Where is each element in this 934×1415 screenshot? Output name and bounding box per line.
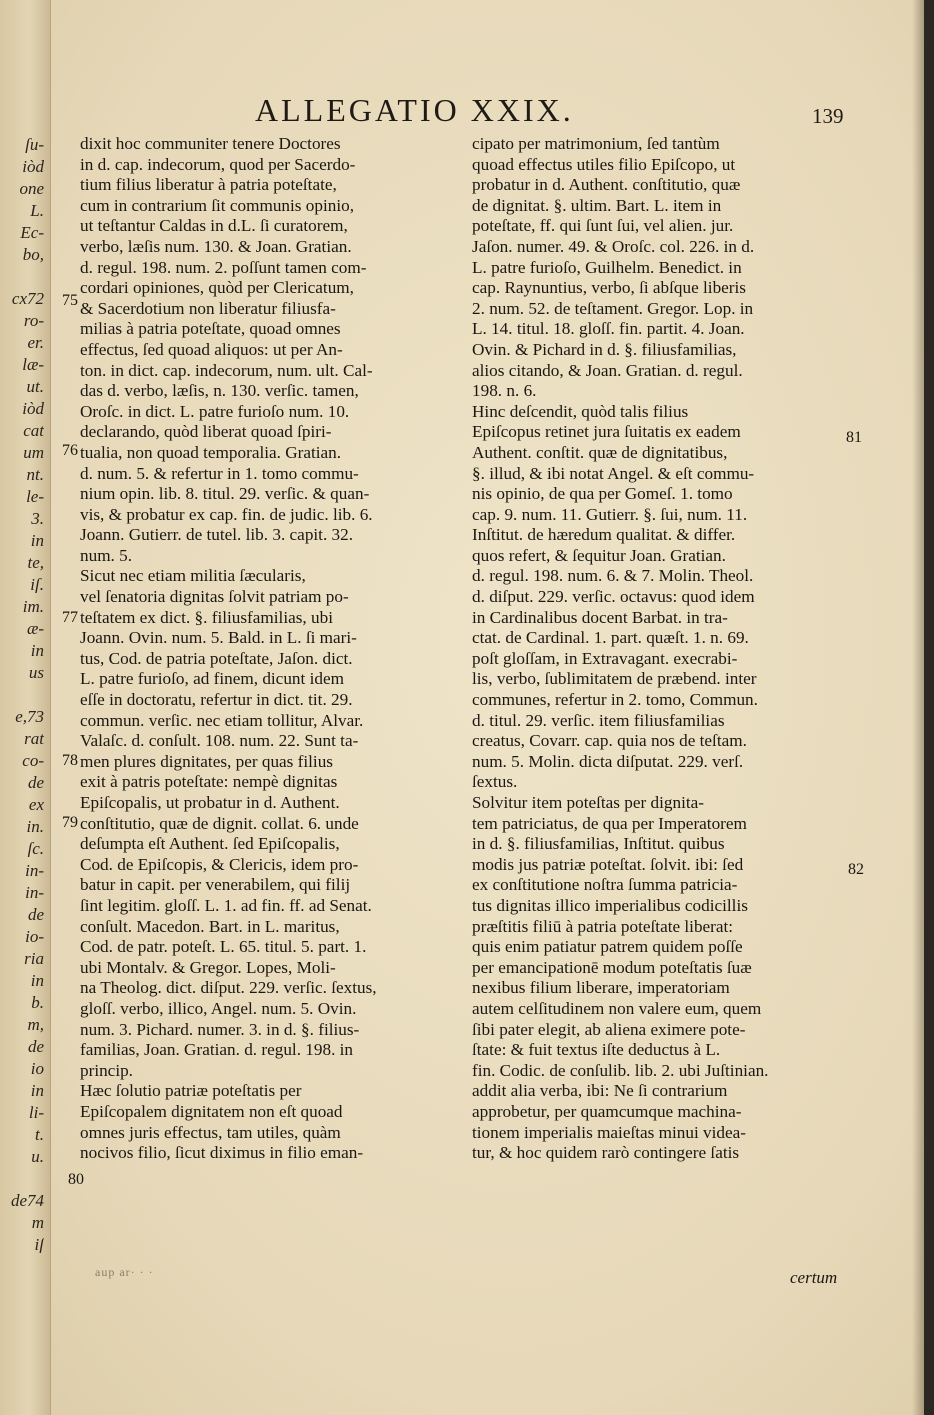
gutter-fragment: li- <box>28 1104 44 1121</box>
text-line: quos refert, & ſequitur Joan. Gratian. <box>472 545 726 565</box>
text-line: Joann. Gutierr. de tutel. lib. 3. capit. 32. <box>80 525 354 545</box>
text-line: in d. cap. indecorum, quod per Sacerdo- <box>80 154 356 174</box>
text-line: fin. Codic. de conſulib. lib. 2. ubi Juſtinian. <box>472 1060 769 1080</box>
text-line: num. 5. Molin. dicta diſputat. 229. verſ. <box>472 751 744 771</box>
gutter-fragment: iòd <box>22 158 44 175</box>
text-line: ctat. de Cardinal. 1. part. quæſt. 1. n. 69. <box>472 628 749 648</box>
gutter-fragment: nt. <box>26 466 44 483</box>
gutter-fragment: m, <box>27 1016 44 1033</box>
gutter-fragment: us <box>28 664 44 681</box>
text-line: per emancipationē modum poteſtatis ſuæ <box>472 957 752 977</box>
text-line: batur in capit. per venerabilem, qui filij <box>80 875 351 895</box>
text-line: approbetur, per quamcumque machina- <box>472 1101 742 1121</box>
text-line: exit à patris poteſtate: nempè dignitas <box>80 772 338 792</box>
paragraph-number-80: 80 <box>68 1171 84 1188</box>
gutter-fragment: in <box>30 532 44 549</box>
text-line: 198. n. 6. <box>472 381 537 401</box>
gutter-fragment: 3. <box>31 510 44 527</box>
page-edge-shadow <box>912 0 924 1415</box>
text-line: d. num. 5. & refertur in 1. tomo commu- <box>80 463 359 483</box>
text-line: ex conſtitutione noſtra ſumma patricia- <box>472 875 738 895</box>
gutter-fragment: de <box>27 774 44 791</box>
text-line: §. illud, & ibi notat Angel. & eſt commu- <box>472 463 755 483</box>
text-line: milias à patria poteſtate, quoad omnes <box>80 319 341 339</box>
text-line: d. diſput. 229. verſic. octavus: quod idem <box>472 587 755 607</box>
text-line: creatus, Covarr. cap. quia nos de teſtam. <box>472 731 747 751</box>
text-line: modis jus patriæ poteſtat. ſolvit. ibi: ſed <box>472 854 744 874</box>
text-line: Solvitur item poteſtas per dignita- <box>472 793 704 812</box>
paragraph-number-78: 78 <box>62 752 78 769</box>
text-line: cipato per matrimonium, ſed tantùm <box>472 134 720 153</box>
text-line: ſibi pater elegit, ab aliena eximere pote- <box>472 1019 746 1039</box>
gutter-fragment: iſ. <box>30 576 44 593</box>
text-line: declarando, quòd liberat quoad ſpiri- <box>80 422 332 442</box>
text-line: commun. verſic. nec etiam tollitur, Alvar. <box>80 710 364 730</box>
gutter-fragment: ex <box>28 796 44 813</box>
gutter-fragment: co- <box>22 752 44 769</box>
gutter-fragment: io <box>30 1060 44 1077</box>
gutter-fragment: t. <box>35 1126 44 1143</box>
left-text-column <box>80 134 460 1164</box>
text-line: Oroſc. in dict. L. patre furioſo num. 10. <box>80 401 350 421</box>
text-line: Epiſcopalis, ut probatur in d. Authent. <box>80 793 340 812</box>
text-line: quoad effectus utiles filio Epiſcopo, ut <box>472 154 736 174</box>
gutter-fragment: in- <box>25 862 44 879</box>
text-line: num. 3. Pichard. numer. 3. in d. §. filius- <box>80 1019 360 1039</box>
gutter-fragment: de <box>27 906 44 923</box>
paragraph-number-82: 82 <box>848 861 864 878</box>
text-line: L. 14. titul. 18. gloſſ. fin. partit. 4. Joan. <box>472 319 745 339</box>
right-text-column <box>472 134 852 1164</box>
text-line: d. regul. 198. num. 6. & 7. Molin. Theol. <box>472 566 754 586</box>
running-header: ALLEGATIO XXIX. <box>255 92 574 128</box>
gutter-fragment: cat <box>23 422 44 439</box>
text-line: cap. Raynuntius, verbo, ſi abſque liberis <box>472 278 746 298</box>
gutter-fragment: ſu- <box>25 136 44 153</box>
text-line: Inſtitut. de hæredum qualitat. & differ. <box>472 525 736 545</box>
gutter-fragment: iſ <box>34 1236 44 1253</box>
text-line: ton. in dict. cap. indecorum, num. ult. Cal- <box>80 360 373 380</box>
text-line: tualia, non quoad temporalia. Gratian. <box>80 442 342 462</box>
text-line: ſtate: & fuit textus iſte deductus à L. <box>472 1040 721 1060</box>
text-line: d. titul. 29. verſic. item filiusfamilias <box>472 710 725 730</box>
gutter-fragment: in <box>30 972 44 989</box>
gutter-fragment: læ- <box>22 356 44 373</box>
gutter-fragment: le- <box>26 488 44 505</box>
text-line: conſult. Macedon. Bart. in L. maritus, <box>80 916 340 936</box>
text-line: num. 5. <box>80 545 133 565</box>
text-line: & Sacerdotium non liberatur filiusfa- <box>80 298 336 318</box>
text-line: nexibus filium liberare, imperatoriam <box>472 978 730 998</box>
gutter-fragment: um <box>23 444 44 461</box>
text-line: tur, & hoc quidem rarò contingere ſatis <box>472 1143 740 1163</box>
text-line: tium filius liberatur à patria poteſtate, <box>80 175 337 195</box>
text-line: in Cardinalibus docent Barbat. in tra- <box>472 607 728 627</box>
text-line: verbo, læſis num. 130. & Joan. Gratian. <box>80 236 352 256</box>
text-line: effectus, ſed quoad aliquos: ut per An- <box>80 339 343 359</box>
text-line: eſſe in doctoratu, refertur in dict. tit. 29. <box>80 690 353 710</box>
text-line: ſextus. <box>472 772 518 792</box>
gutter-fragment: in <box>30 1082 44 1099</box>
gutter-fragment: in- <box>25 884 44 901</box>
text-line: Hinc deſcendit, quòd talis filius <box>472 401 689 421</box>
gutter-fragment: io- <box>25 928 44 945</box>
gutter-fragment: cx72 <box>11 290 44 307</box>
text-line: vis, & probatur ex cap. fin. de judic. lib. 6. <box>80 504 373 524</box>
text-line: probatur in d. Authent. conſtitutio, quæ <box>472 175 741 195</box>
gutter-fragment: e,73 <box>15 708 44 725</box>
text-line: gloſſ. verbo, illico, Angel. num. 5. Ovin. <box>80 998 357 1018</box>
text-line: communes, refertur in 2. tomo, Commun. <box>472 690 758 710</box>
text-line: Ovin. & Pichard in d. §. filiusfamilias, <box>472 339 737 359</box>
text-line: deſumpta eſt Authent. ſed Epiſcopalis, <box>80 834 340 854</box>
text-line: 2. num. 52. de teſtament. Gregor. Lop. in <box>472 298 754 318</box>
text-line: alios citando, & Joan. Gratian. d. regul. <box>472 360 743 380</box>
text-line: Cod. de Epiſcopis, & Clericis, idem pro- <box>80 854 359 874</box>
text-line: L. patre furioſo, ad finem, dicunt idem <box>80 669 344 689</box>
text-line: Epiſcopalem dignitatem non eſt quoad <box>80 1101 343 1121</box>
gutter-fragment: ut. <box>26 378 44 395</box>
text-line: tem patriciatus, de qua per Imperatorem <box>472 813 747 833</box>
text-line: nocivos filio, ſicut diximus in filio eman- <box>80 1143 364 1163</box>
text-line: Joann. Ovin. num. 5. Bald. in L. ſi mari- <box>80 628 357 648</box>
text-line: præſtitis filiū à patria poteſtate liberat: <box>472 916 734 936</box>
text-line: tus, Cod. de patria poteſtate, Jaſon. dict. <box>80 648 353 668</box>
gutter-fragment: iòd <box>22 400 44 417</box>
text-line: princip. <box>80 1060 133 1080</box>
paragraph-number-76: 76 <box>62 442 78 459</box>
gutter-fragment: rat <box>24 730 44 747</box>
text-line: de dignitat. §. ultim. Bart. L. item in <box>472 195 722 215</box>
bleed-through-text: aup ar· · · <box>95 1265 154 1279</box>
text-line: ut teſtantur Caldas in d.L. ſi curatorem, <box>80 216 348 236</box>
text-line: L. patre furioſo, Guilhelm. Benedict. in <box>472 257 742 277</box>
text-line: poteſtate, ff. qui ſunt ſui, vel alien. jur. <box>472 216 734 236</box>
gutter-fragment: te, <box>27 554 44 571</box>
text-line: dixit hoc communiter tenere Doctores <box>80 134 341 153</box>
text-line: ſint legitim. gloſſ. L. 1. ad fin. ff. ad Senat. <box>80 895 372 915</box>
text-line: Authent. conſtit. quæ de dignitatibus, <box>472 442 728 462</box>
text-line: Epiſcopus retinet jura ſuitatis ex eadem <box>472 422 741 442</box>
text-line: men plures dignitates, per quas filius <box>80 751 333 771</box>
text-line: Jaſon. numer. 49. & Oroſc. col. 226. in d. <box>472 236 755 256</box>
gutter-fragment: im. <box>22 598 44 615</box>
gutter-fragment: de <box>27 1038 44 1055</box>
text-line: d. regul. 198. num. 2. poſſunt tamen com- <box>80 257 367 277</box>
text-line: quis enim patiatur patrem quidem poſſe <box>472 937 743 957</box>
gutter-fragment: Ec- <box>20 224 44 241</box>
gutter-fragment: in <box>30 642 44 659</box>
text-line: cap. 9. num. 11. Gutierr. §. ſui, num. 11. <box>472 504 748 524</box>
text-line: Valaſc. d. conſult. 108. num. 22. Sunt ta- <box>80 731 359 751</box>
text-line: Sicut nec etiam militia ſæcularis, <box>80 566 306 586</box>
gutter-fragment: ſc. <box>27 840 44 857</box>
text-line: tus dignitas illico imperialibus codicillis <box>472 895 748 915</box>
text-line: lis, verbo, ſublimitatem de præbend. inter <box>472 669 757 689</box>
text-line: vel ſenatoria dignitas ſolvit patriam po- <box>80 587 349 607</box>
gutter-fragment: u. <box>31 1148 44 1165</box>
catchword: certum <box>790 1268 838 1287</box>
gutter-fragment: m <box>31 1214 44 1231</box>
gutter-fragment: æ- <box>27 620 44 637</box>
gutter-fragment: ro- <box>23 312 44 329</box>
gutter-fragment: ria <box>24 950 44 967</box>
text-line: addit alia verba, ibi: Ne ſi contrarium <box>472 1081 728 1101</box>
text-line: cum in contrarium ſit communis opinio, <box>80 195 355 215</box>
text-line: in d. §. filiusfamilias, Inſtitut. quibus <box>472 834 725 854</box>
text-line: das d. verbo, læſis, n. 130. verſic. tamen, <box>80 381 359 401</box>
text-line: poſt gloſſam, in Extravagant. execrabi- <box>472 648 738 668</box>
paragraph-number-79: 79 <box>62 814 78 831</box>
text-line: Cod. de patr. poteſt. L. 65. titul. 5. part. 1. <box>80 937 367 957</box>
gutter-fragment: de74 <box>10 1192 44 1209</box>
gutter-fragment: in. <box>26 818 44 835</box>
text-line: na Theolog. dict. diſput. 229. verſic. ſextus, <box>80 978 377 998</box>
page-number: 139 <box>812 104 844 128</box>
gutter-fragment: b. <box>31 994 44 1011</box>
text-line: conſtitutio, quæ de dignit. collat. 6. unde <box>80 813 359 833</box>
paragraph-number-77: 77 <box>62 609 78 626</box>
text-line: ubi Montalv. & Gregor. Lopes, Moli- <box>80 957 336 977</box>
text-line: cordari opiniones, quòd per Clericatum, <box>80 278 354 298</box>
gutter-fragment: bo, <box>22 246 44 263</box>
text-line: tionem imperialis maieſtas minui videa- <box>472 1122 746 1142</box>
text-line: nium opin. lib. 8. titul. 29. verſic. & quan- <box>80 484 370 504</box>
gutter-fragment: one <box>19 180 44 197</box>
text-line: Hæc ſolutio patriæ poteſtatis per <box>80 1081 302 1101</box>
text-line: familias, Joan. Gratian. d. regul. 198. in <box>80 1040 354 1060</box>
text-line: teſtatem ex dict. §. filiusfamilias, ubi <box>80 607 333 627</box>
gutter-fragment: er. <box>27 334 44 351</box>
paragraph-number-81: 81 <box>846 429 862 446</box>
text-line: nis opinio, de qua per Gomeſ. 1. tomo <box>472 484 733 504</box>
paragraph-number-75: 75 <box>62 292 78 309</box>
text-line: autem celſitudinem non valere eum, quem <box>472 998 762 1018</box>
text-line: omnes juris effectus, tam utiles, quàm <box>80 1122 341 1142</box>
gutter-fragment: L. <box>30 202 44 219</box>
